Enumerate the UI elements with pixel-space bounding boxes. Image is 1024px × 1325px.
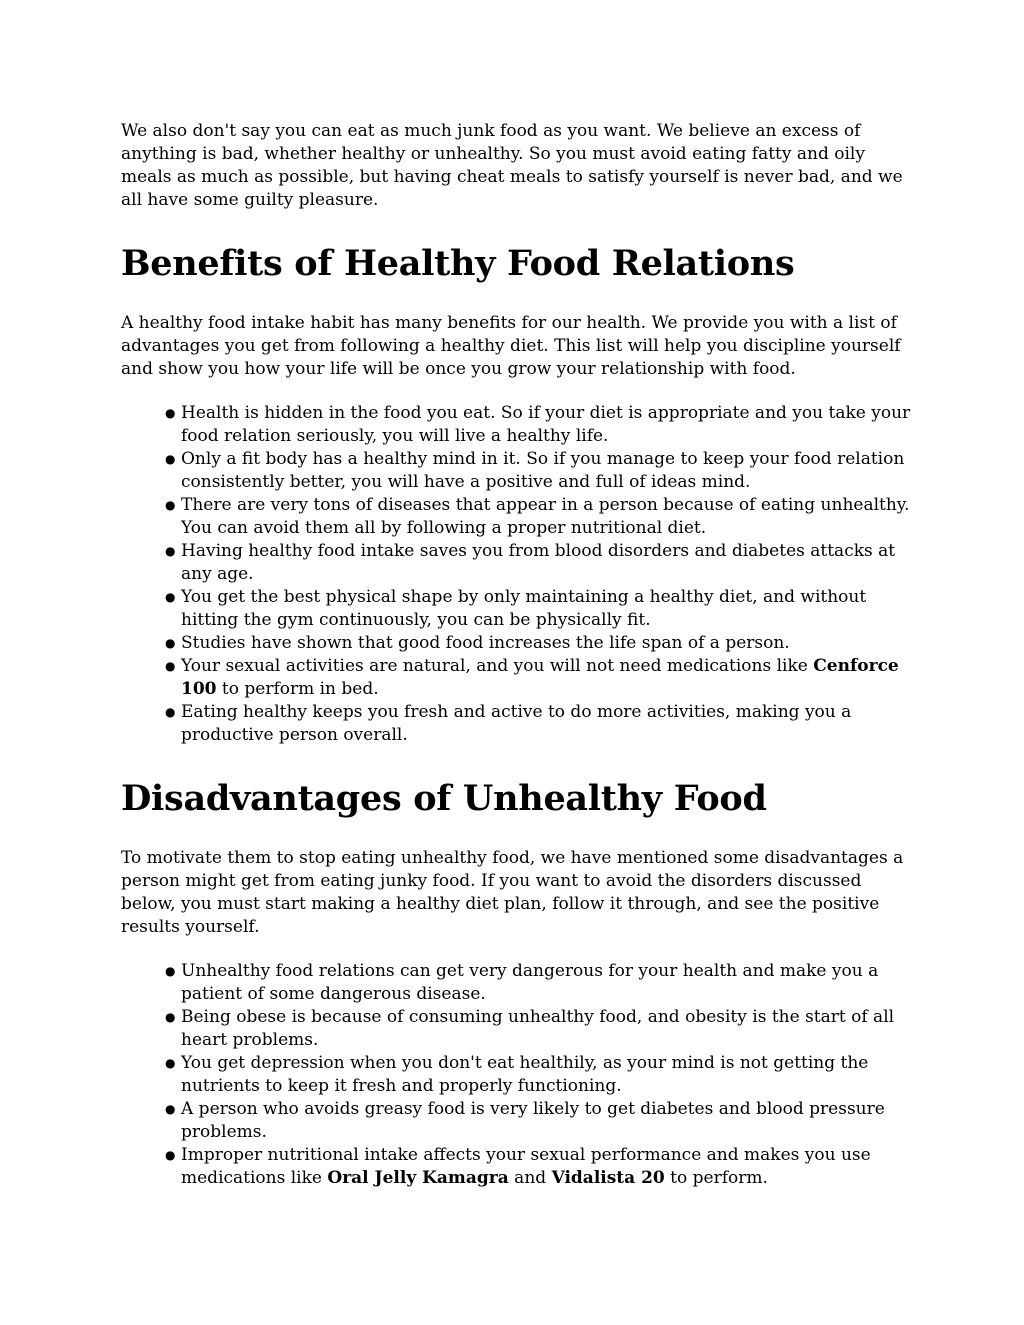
list-item: ● Eating healthy keeps you fresh and active to do more activities, making you a productive person overall.: [181, 701, 911, 747]
list-item: ● Being obese is because of consuming unhealthy food, and obesity is the start of all heart problems.: [181, 1006, 911, 1052]
intro-paragraph: We also don't say you can eat as much junk food as you want. We believe an excess of anything is bad, whether healthy or unhealthy. So you must avoid eating fatty and oily meals as much as possible, but having cheat meals to satisfy yourself is never bad, and we all have some guilty pleasure.: [121, 121, 903, 210]
list-item-text: Your sexual activities are natural, and you will not need medications like: [181, 656, 814, 676]
list-item: ● A person who avoids greasy food is very likely to get diabetes and blood pressure problems.: [181, 1098, 911, 1144]
list-item-text: to perform in bed.: [216, 679, 379, 699]
list-item: ● Unhealthy food relations can get very dangerous for your health and make you a patient of some dangerous disease.: [181, 960, 911, 1006]
cenforce-link[interactable]: Cenforce 100: [181, 656, 899, 699]
list-item: ● Studies have shown that good food increases the life span of a person.: [181, 632, 911, 655]
benefits-paragraph: A healthy food intake habit has many benefits for our health. We provide you with a list of advantages you get from following a healthy diet. This list will help you discipline yourself and show you how your life will be once you grow your relationship with food.: [121, 313, 901, 379]
list-item: ● You get the best physical shape by only maintaining a healthy diet, and without hitting the gym continuously, you can be physically fit.: [181, 586, 911, 632]
list-item-text: to perform.: [664, 1168, 768, 1188]
list-item: ● Health is hidden in the food you eat. So if your diet is appropriate and you take your food relation seriously, you will live a healthy life.: [181, 402, 911, 448]
disadvantages-list: [121, 960, 911, 1190]
list-item: [181, 1144, 911, 1190]
list-item: ● There are very tons of diseases that appear in a person because of eating unhealthy. You can avoid them all by following a proper nutritional diet.: [181, 494, 911, 540]
document-page: [121, 120, 911, 1190]
disadvantages-heading: Disadvantages of Unhealthy Food: [121, 778, 767, 819]
vidalista-link[interactable]: Vidalista 20: [551, 1168, 665, 1188]
benefits-list: [121, 402, 911, 747]
list-item: ● Only a fit body has a healthy mind in it. So if you manage to keep your food relation consistently better, you will have a positive and full of ideas mind.: [181, 448, 911, 494]
benefits-heading: Benefits of Healthy Food Relations: [121, 243, 795, 284]
list-item: ● You get depression when you don't eat healthily, as your mind is not getting the nutrients to keep it fresh and properly functioning.: [181, 1052, 911, 1098]
list-item-text: Improper nutritional intake affects your sexual performance and makes you use medications like: [181, 1145, 871, 1188]
list-item: ● Having healthy food intake saves you from blood disorders and diabetes attacks at any age.: [181, 540, 911, 586]
list-item: [181, 655, 911, 701]
oral-jelly-kamagra-link[interactable]: Oral Jelly Kamagra: [327, 1168, 509, 1188]
list-item-text: and: [508, 1168, 552, 1188]
disadvantages-paragraph: To motivate them to stop eating unhealthy food, we have mentioned some disadvantages a person might get from eating junky food. If you want to avoid the disorders discussed below, you must start making a healthy diet plan, follow it through, and see the positive results yourself.: [121, 848, 904, 937]
